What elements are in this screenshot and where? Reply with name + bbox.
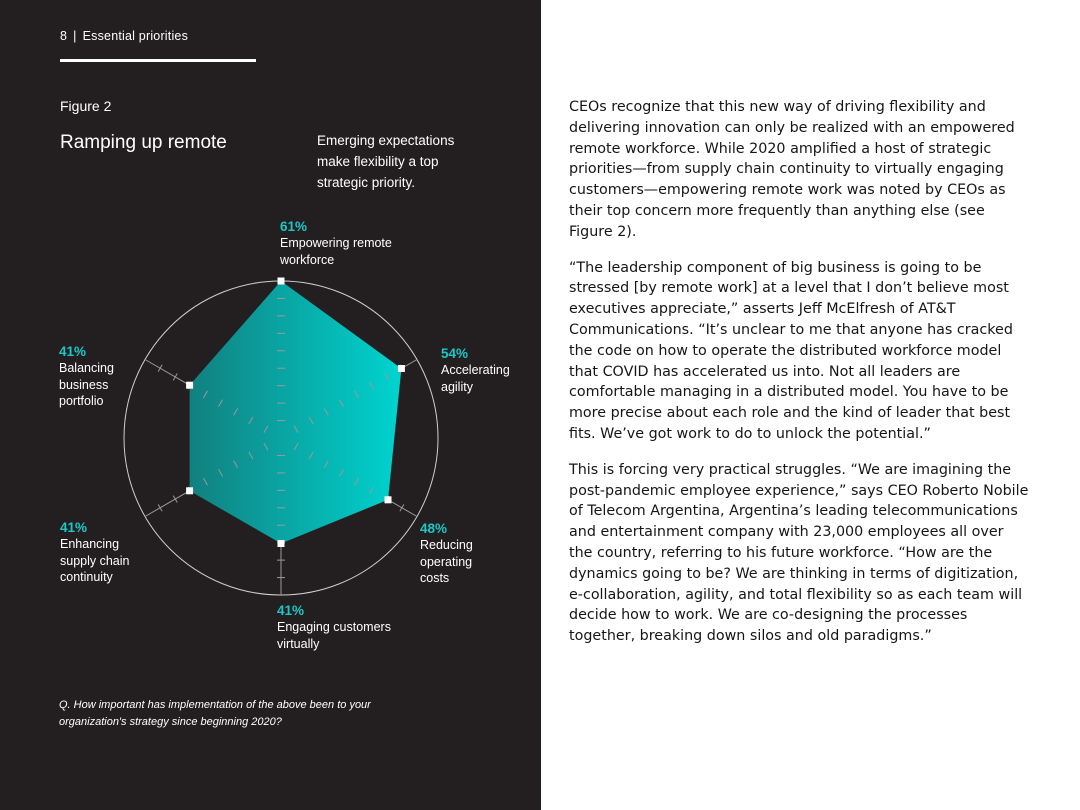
radar-point: [385, 496, 392, 503]
section-title: Essential priorities: [82, 29, 189, 43]
axis-label-reducing-operating-costs: [420, 520, 473, 587]
axis-name: Empowering remote workforce: [280, 236, 392, 267]
radar-tick: [400, 504, 404, 511]
survey-question: Q. How important has implementation of the above been to your organization's strategy since beginning 2020?: [59, 699, 371, 728]
axis-label-engaging-customers-virtually: [277, 602, 391, 652]
axis-name: Accelerating agility: [441, 363, 510, 394]
figure-label: Figure 2: [60, 98, 112, 114]
radar-tick: [158, 365, 162, 372]
radar-point: [186, 487, 193, 494]
axis-name: Reducing operating costs: [420, 538, 473, 585]
axis-value: 61%: [280, 219, 308, 234]
body-paragraph: CEOs recognize that this new way of driving flexibility and delivering innovation can only be realized with an empowered remote workforce. While 2020 amplified a host of strategic priorities—from supply chain continuity to virtually engaging customers—empowering remote work was noted by CEOs as their top concern more frequently than anything else (see Figure 2).: [569, 99, 1015, 240]
radar-tick: [158, 504, 162, 511]
axis-value: 54%: [441, 346, 469, 361]
axis-label-enhancing-supply-chain-continuity: [60, 519, 130, 586]
figure-subtitle: Emerging expectations make flexibility a top strategic priority.: [317, 133, 455, 190]
figure-title: Ramping up remote: [60, 132, 227, 153]
axis-value: 41%: [277, 603, 305, 618]
body-paragraph: This is forcing very practical struggles. “We are imagining the post-pandemic employee experience,” says CEO Roberto Nobile of Telecom Argentina, Argentina’s leading telecommunications and entertainment company with 23,000 employees all over the country, referring to his future workforce. “How are the dynamics going to be? We are thinking in terms of digitization, e-collaboration, agility, and total flexibility so as each team will decide how to work. We are co-designing the processes together, breaking down silos and old paradigms.”: [569, 461, 1029, 645]
body-paragraph: “The leadership component of big business is going to be stressed [by remote work] at a level that I don’t believe most executives appreciate,” asserts Jeff McElfresh of AT&T Communications. “It’s unclear to me that anyone has cracked the code on how to operate the distributed workforce model that COVID has accelerated us into. Not all leaders are comfortable managing in a distributed model. You have to be more precise about each role and the kind of leader that best fits. We’ve got work to do to unlock the potential.”: [569, 259, 1013, 442]
radar-point: [398, 365, 405, 372]
radar-point: [278, 278, 285, 285]
axis-label-accelerating-agility: [441, 345, 510, 395]
axis-name: Enhancing supply chain continuity: [60, 537, 130, 584]
axis-label-empowering-remote-workforce: [280, 218, 392, 268]
radar-point: [278, 540, 285, 547]
radar-tick: [173, 496, 177, 503]
axis-name: Balancing business portfolio: [59, 361, 114, 408]
radar-point: [186, 382, 193, 389]
page-number: 8: [60, 29, 68, 43]
radar-tick: [173, 373, 177, 380]
body-text: [569, 97, 1029, 662]
axis-value: 41%: [60, 520, 88, 535]
axis-label-balancing-business-portfolio: [59, 343, 114, 410]
axis-name: Engaging customers virtually: [277, 620, 391, 651]
header-separator: |: [73, 29, 77, 43]
axis-value: 48%: [420, 521, 448, 536]
radar-area: [190, 281, 402, 544]
axis-value: 41%: [59, 344, 87, 359]
